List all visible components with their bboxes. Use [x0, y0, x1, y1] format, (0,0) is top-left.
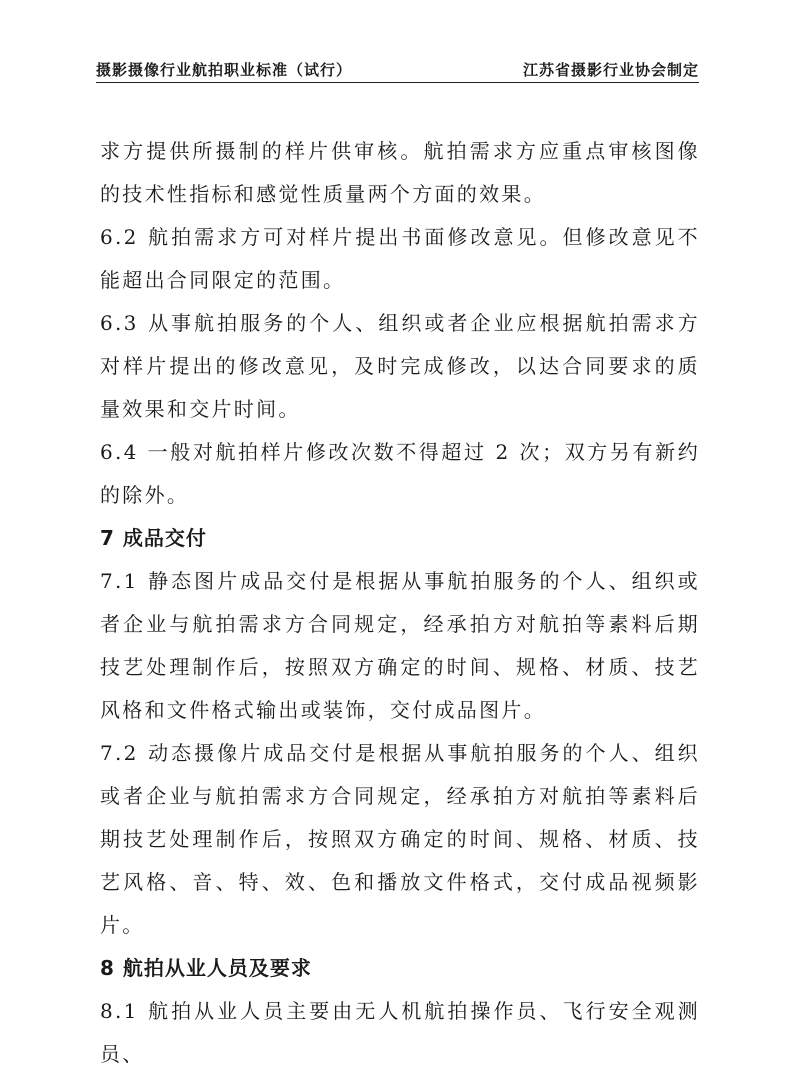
paragraph-6-3: 6.3 从事航拍服务的个人、组织或者企业应根据航拍需求方对样片提出的修改意见，及时完成修改，以达合同要求的质量效果和交片时间。 [100, 311, 700, 421]
paragraph-6-2: 6.2 航拍需求方可对样片提出书面修改意见。但修改意见不能超出合同限定的范围。 [100, 225, 700, 292]
header-standard-title: 摄影摄像行业航拍职业标准（试行） [96, 61, 353, 79]
section-heading-7: 7 成品交付 [100, 526, 207, 550]
document-body [100, 130, 700, 1076]
paragraph-8-1: 8.1 航拍从业人员主要由无人机航拍操作员、飞行安全观测员、 [100, 999, 700, 1066]
paragraph-6-4: 6.4 一般对航拍样片修改次数不得超过 2 次；双方另有新约的除外。 [100, 440, 700, 507]
paragraph-6-1-continued: 求方提供所摄制的样片供审核。航拍需求方应重点审核图像的技术性指标和感觉性质量两个方面的效果。 [100, 139, 700, 206]
paragraph-7-2: 7.2 动态摄像片成品交付是根据从事航拍服务的个人、组织或者企业与航拍需求方合同规定，经承拍方对航拍等素料后期技艺处理制作后，按照双方确定的时间、规格、材质、技艺风格、音、特、效、色和播放文件格式，交付成品视频影片。 [100, 741, 700, 937]
header-issuer: 江苏省摄影行业协会制定 [522, 61, 699, 79]
paragraph-7-1: 7.1 静态图片成品交付是根据从事航拍服务的个人、组织或者企业与航拍需求方合同规定，经承拍方对航拍等素料后期技艺处理制作后，按照双方确定的时间、规格、材质、技艺风格和文件格式输出或装饰，交付成品图片。 [100, 569, 700, 722]
section-heading-8: 8 航拍从业人员及要求 [100, 956, 312, 980]
page-header [96, 54, 699, 83]
